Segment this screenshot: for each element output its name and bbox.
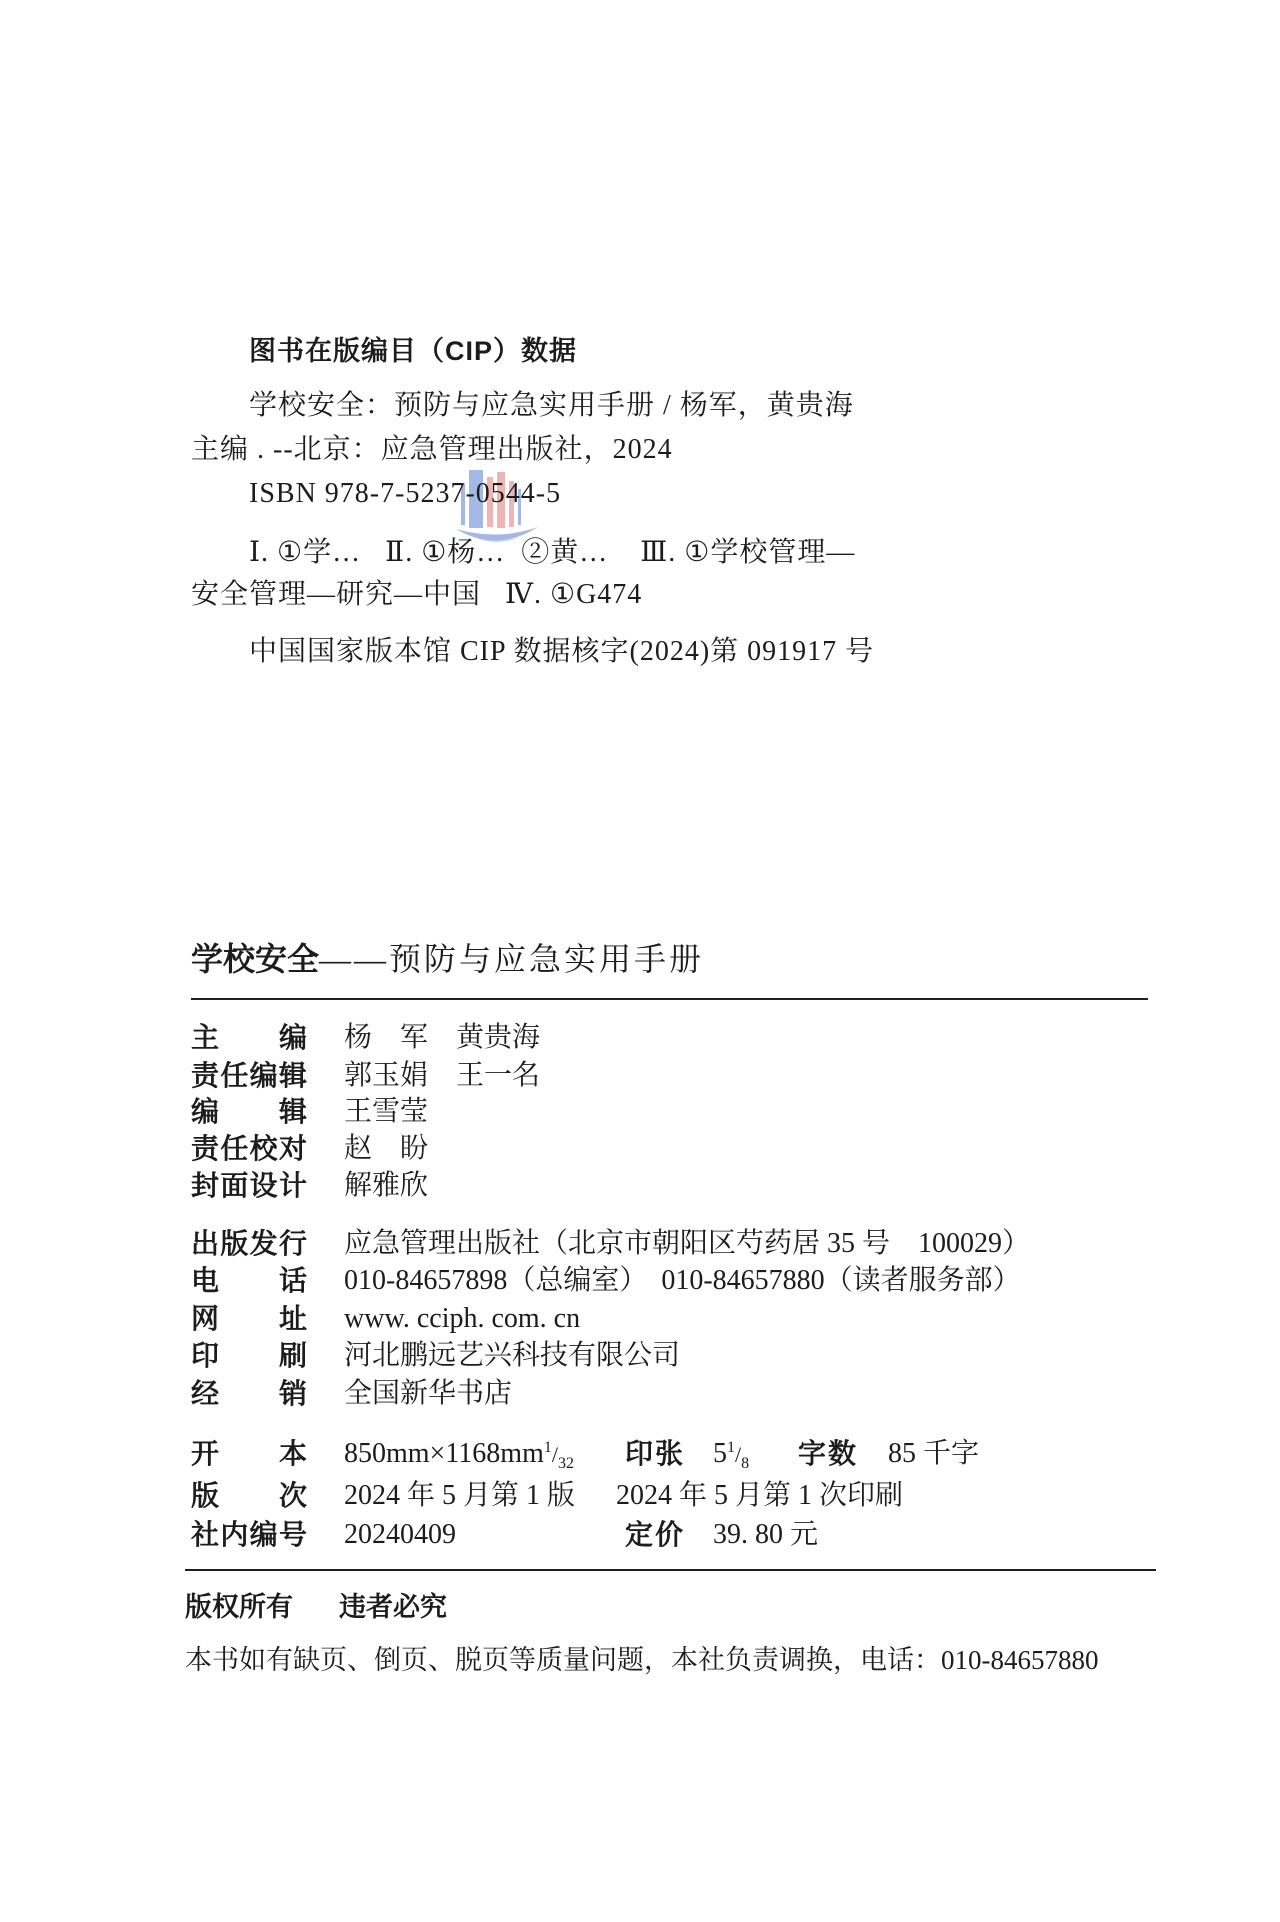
publication-label: 电话: [191, 1265, 307, 1296]
publication-row-publisher: [191, 1226, 1191, 1262]
format-fraction-numerator: 1: [543, 1439, 552, 1456]
sheets-value: [713, 1436, 749, 1473]
format-fraction-separator: /: [551, 1442, 558, 1467]
service-note: 本书如有缺页、倒页、脱页等质量问题，本社负责调换，电话：010-84657880: [185, 1645, 1099, 1675]
sheets-fraction-numerator: 1: [727, 1439, 735, 1456]
publication-value: 全国新华书店: [344, 1378, 513, 1409]
publication-value: www. cciph. com. cn: [344, 1303, 581, 1334]
copyright-warning: 违者必究: [339, 1592, 447, 1622]
publication-row-distributor: [191, 1376, 1191, 1412]
sheets-fraction-separator: /: [735, 1442, 742, 1467]
credit-row-editor: [191, 1094, 1191, 1130]
publication-row-printer: [191, 1338, 1191, 1374]
credit-label: 责任校对: [191, 1133, 307, 1164]
credit-value: 赵 盼: [344, 1133, 429, 1164]
format-fraction-denominator: 32: [558, 1455, 574, 1472]
price-label: 定价: [625, 1519, 686, 1550]
edition-printing: 2024 年 5 月第 1 次印刷: [616, 1480, 904, 1511]
publication-label: 经销: [191, 1378, 307, 1409]
book-title: [191, 939, 704, 979]
credit-row-proofreader: [191, 1131, 1191, 1167]
cip-title-line: 学校安全：预防与应急实用手册 / 杨军，黄贵海: [249, 390, 854, 421]
credit-value: 王雪莹: [344, 1096, 429, 1127]
credit-row-responsible-editor: [191, 1058, 1191, 1094]
sheets-label: 印张: [625, 1438, 686, 1469]
sheets-whole: 5: [713, 1438, 727, 1469]
credit-value: 郭玉娟 王一名: [344, 1060, 541, 1091]
credit-value: 解雅欣: [344, 1170, 429, 1201]
publication-row-phone: [191, 1263, 1191, 1299]
cip-subject-line-1: Ⅰ. ①学… Ⅱ. ①杨… ②黄… Ⅲ. ①学校管理—: [249, 537, 856, 568]
format-size: 850mm×1168mm: [344, 1438, 544, 1469]
word-count-value: 85 千字: [888, 1438, 980, 1469]
publication-value: 应急管理出版社（北京市朝阳区芍药居 35 号 100029）: [344, 1228, 1031, 1259]
publication-label: 网址: [191, 1303, 307, 1334]
divider-bottom: [185, 1569, 1156, 1571]
edition-label: 版次: [191, 1480, 307, 1511]
cip-imprint-line: 主编 . --北京：应急管理出版社，2024: [191, 434, 673, 465]
credit-row-chief-editor: [191, 1020, 1191, 1056]
spec-row-format: [191, 1436, 1191, 1472]
credit-label: 封面设计: [191, 1170, 307, 1201]
cip-subject-line-2: 安全管理—研究—中国 Ⅳ. ①G474: [191, 579, 643, 610]
spec-row-internal-number: [191, 1517, 1191, 1553]
word-count-label: 字数: [798, 1438, 859, 1469]
cip-heading: 图书在版编目（CIP）数据: [249, 336, 578, 366]
credit-label: 主编: [191, 1022, 307, 1053]
credit-row-cover-design: [191, 1168, 1191, 1204]
price-value: 39. 80 元: [713, 1519, 819, 1550]
format-value: [344, 1436, 574, 1473]
credit-label: 编辑: [191, 1096, 307, 1127]
sheets-fraction-denominator: 8: [741, 1455, 750, 1472]
copyright-line: [185, 1589, 785, 1625]
cip-record-number: 中国国家版本馆 CIP 数据核字(2024)第 091917 号: [249, 636, 875, 667]
publication-row-website: [191, 1301, 1191, 1337]
divider-top: [191, 998, 1148, 1000]
spec-row-edition: [191, 1478, 1191, 1514]
edition-first: 2024 年 5 月第 1 版: [344, 1480, 576, 1511]
book-title-main: 学校安全: [191, 941, 320, 977]
publication-value: 河北鹏远艺兴科技有限公司: [344, 1340, 681, 1371]
copyright-notice: 版权所有: [185, 1592, 293, 1622]
internal-number-value: 20240409: [344, 1519, 456, 1550]
credit-label: 责任编辑: [191, 1060, 307, 1091]
publication-label: 印刷: [191, 1340, 307, 1371]
cip-isbn: ISBN 978-7-5237-0544-5: [249, 478, 562, 509]
publication-value: 010-84657898（总编室） 010-84657880（读者服务部）: [344, 1265, 1021, 1296]
credit-value: 杨 军 黄贵海: [344, 1022, 541, 1053]
format-label: 开本: [191, 1438, 307, 1469]
internal-number-label: 社内编号: [191, 1519, 307, 1550]
book-title-subtitle: ——预防与应急实用手册: [319, 941, 705, 977]
publication-label: 出版发行: [191, 1228, 307, 1259]
